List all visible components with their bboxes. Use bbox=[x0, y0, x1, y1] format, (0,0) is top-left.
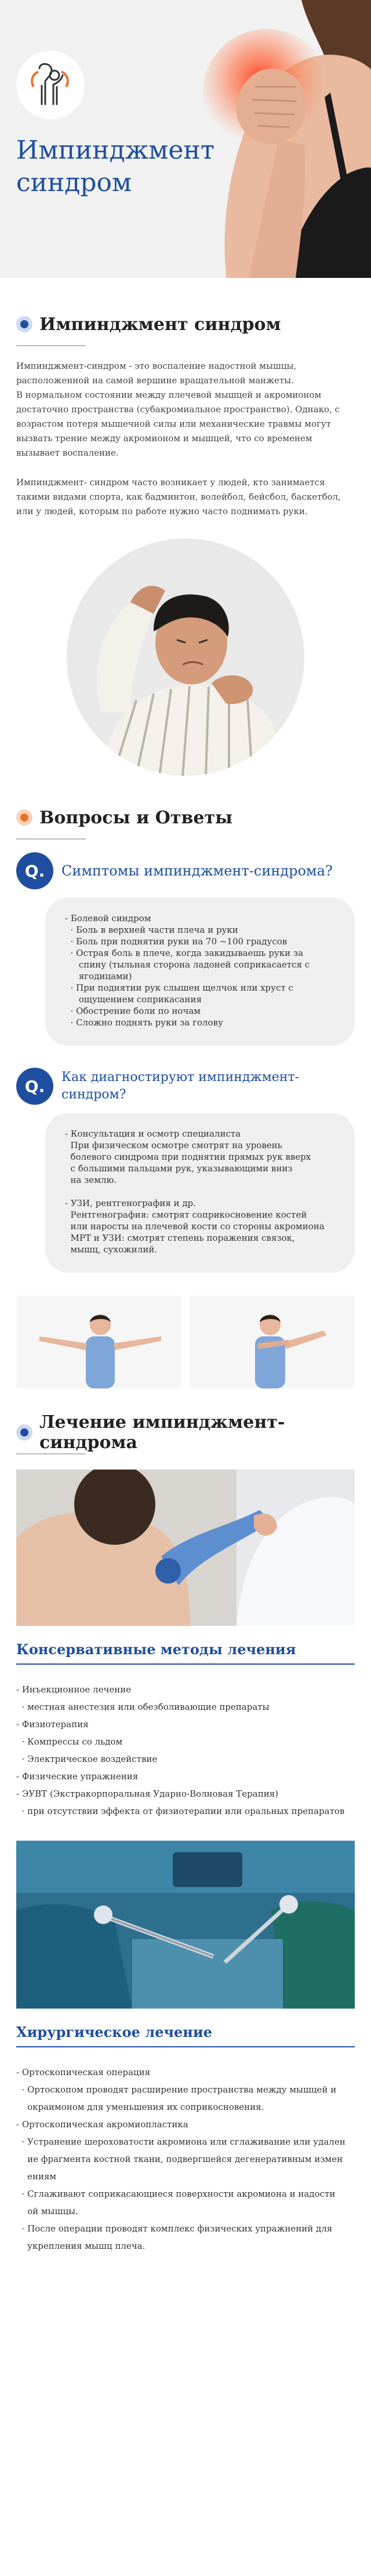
answer-line: ощущением соприкасания bbox=[65, 994, 202, 1005]
section-divider bbox=[16, 1453, 86, 1454]
answer-line: Рентгенография: смотрят соприкосновение костей bbox=[65, 1210, 307, 1220]
list-item: · Устранение шероховатости акромиона или сглаживание или удален bbox=[16, 2137, 345, 2147]
list-item: · Ортоскопом проводят расширение пространства между мышцей и bbox=[16, 2084, 337, 2095]
answer-line: - Болевой синдром bbox=[65, 913, 151, 924]
answer-line: · Обострение боли по ночам bbox=[65, 1006, 201, 1016]
list-item: · Электрическое воздействие bbox=[16, 1754, 158, 1764]
answer-line: - УЗИ, рентгенография и др. bbox=[65, 1198, 196, 1208]
answer-diagnosis-box bbox=[45, 1113, 355, 1273]
bullet-dot-icon bbox=[16, 316, 32, 332]
list-item: - Инъекционное лечение bbox=[16, 1684, 132, 1695]
shoulder-joint-icon bbox=[16, 51, 85, 119]
intro-heading-row bbox=[16, 306, 355, 343]
answer-line: или наросты на плечевой кости со стороны акромиона bbox=[65, 1221, 325, 1232]
list-item: · при отсутствии эффекта от физиотерапии или оральных препаратов bbox=[16, 1806, 345, 1816]
arm-test-photos bbox=[16, 1296, 355, 1388]
answer-line: · При поднятии рук слышен щелчок или хруст с bbox=[65, 983, 293, 993]
question-badge: Q. bbox=[16, 1068, 53, 1105]
intro-paragraph-1: Импинджмент-синдром - это воспаление надостной мышцы, расположенной на самой вершине вращательной манжеты. В нормальном состоянии между плечевой мышцей и акромионом достаточно пространства (субакромиальное пространство). Однако, с возрастом потеря мышечной силы или механические травмы могут вызвать трение между акромионом и мышцей, что со временем вызывает воспаление. bbox=[16, 361, 340, 458]
answer-line: - Консультация и осмотр специалиста bbox=[65, 1128, 241, 1139]
subsection-divider bbox=[16, 1663, 355, 1665]
list-item: - Ортоскопическая операция bbox=[16, 2067, 151, 2077]
answer-line: болевого синдрома при поднятии прямых рук вверх bbox=[65, 1152, 311, 1162]
hero-title-line2: синдром bbox=[16, 168, 132, 197]
question-symptoms-text: Симптомы импинджмент-синдрома? bbox=[61, 863, 333, 879]
surgical-list bbox=[16, 2064, 355, 2255]
qa-heading-row bbox=[16, 799, 355, 836]
hero-title bbox=[16, 134, 214, 199]
list-item: ой мышцы. bbox=[16, 2206, 78, 2216]
intro-paragraph-2: Импинджмент- синдром часто возникает у людей, кто занимается такими видами спорта, как бадминтон, волейбол, бейсбол, баскетбол, или у людей, которым по работе нужно часто поднимать руки. bbox=[16, 477, 341, 516]
list-item: · Компрессы со льдом bbox=[16, 1736, 123, 1747]
answer-line: с большими пальцами рук, указывающими вниз bbox=[65, 1163, 293, 1174]
list-item: ие фрагмента костной ткани, подвергшейся дегенеративным измен bbox=[16, 2154, 343, 2164]
question-badge: Q. bbox=[16, 852, 53, 889]
question-diagnosis bbox=[16, 1068, 355, 1105]
subsection-divider bbox=[16, 2046, 355, 2047]
answer-line: · Острая боль в плече, когда закидываешь руки за bbox=[65, 948, 304, 958]
answer-line: МРТ и УЗИ: смотрят степень поражения связок, bbox=[65, 1233, 295, 1243]
surgical-title: Хирургическое лечение bbox=[16, 2024, 212, 2040]
list-item: - Физиотерапия bbox=[16, 1719, 89, 1729]
answer-line: ягодицами) bbox=[65, 971, 132, 981]
answer-symptoms-box bbox=[45, 897, 355, 1046]
answer-line: · Боль в верхней части плеча и руки bbox=[65, 925, 238, 935]
arm-test-photo-front bbox=[16, 1296, 181, 1388]
question-diagnosis-text: Как диагностируют импинджмент-синдром? bbox=[61, 1070, 300, 1102]
conservative-title: Консервативные методы лечения bbox=[16, 1641, 296, 1658]
answer-line bbox=[65, 1186, 337, 1197]
hero-title-line1: Импинджмент bbox=[16, 135, 215, 165]
treatment-section bbox=[0, 1414, 371, 2255]
list-item: · Сглаживают соприкасающиеся поверхности акромиона и надости bbox=[16, 2189, 336, 2199]
section-divider bbox=[16, 838, 86, 840]
answer-line: · Боль при поднятии руки на 70 ~100 градусов bbox=[65, 936, 288, 947]
intro-heading: Импинджмент синдром bbox=[39, 314, 281, 335]
treatment-heading-row bbox=[16, 1414, 355, 1451]
answer-line: спину (тыльная сторона ладоней соприкасается с bbox=[65, 959, 310, 970]
treatment-heading: Лечение импинджмент-синдрома bbox=[39, 1412, 285, 1453]
qa-section bbox=[0, 799, 371, 1388]
intro-section bbox=[0, 306, 371, 776]
bullet-dot-icon bbox=[16, 809, 32, 826]
physiotherapy-photo bbox=[16, 1470, 355, 1626]
list-item: - ЭУВТ (Экстракорпоральная Ударно-Волновая Терапия) bbox=[16, 1789, 279, 1799]
answer-line: При физическом осмотре смотрят на уровень bbox=[65, 1140, 282, 1150]
list-item: - Физические упражнения bbox=[16, 1771, 139, 1782]
surgery-photo bbox=[16, 1841, 355, 2009]
man-shoulder-pain-photo bbox=[67, 538, 304, 776]
answer-line: мышц, сухожилий. bbox=[65, 1244, 158, 1255]
section-divider bbox=[16, 345, 86, 346]
hero-banner bbox=[0, 0, 371, 278]
list-item: - Ортоскопическая акромиопластика bbox=[16, 2119, 188, 2130]
list-item: ениям bbox=[16, 2171, 57, 2182]
question-symptoms bbox=[16, 852, 355, 889]
list-item: укрепления мышц плеча. bbox=[16, 2241, 146, 2251]
conservative-list bbox=[16, 1681, 355, 1820]
arm-test-photo-side bbox=[190, 1296, 355, 1388]
list-item: · местная анестезия или обезболивающие препараты bbox=[16, 1702, 270, 1712]
bullet-dot-icon bbox=[16, 1424, 32, 1441]
answer-line: · Сложно поднять руки за голову bbox=[65, 1017, 223, 1028]
list-item: · После операции проводят комплекс физических упражнений для bbox=[16, 2223, 333, 2234]
qa-heading: Вопросы и Ответы bbox=[39, 807, 233, 828]
list-item: окраимоном для уменьшения их соприкосновения. bbox=[16, 2102, 264, 2112]
answer-line: на землю. bbox=[65, 1175, 117, 1185]
